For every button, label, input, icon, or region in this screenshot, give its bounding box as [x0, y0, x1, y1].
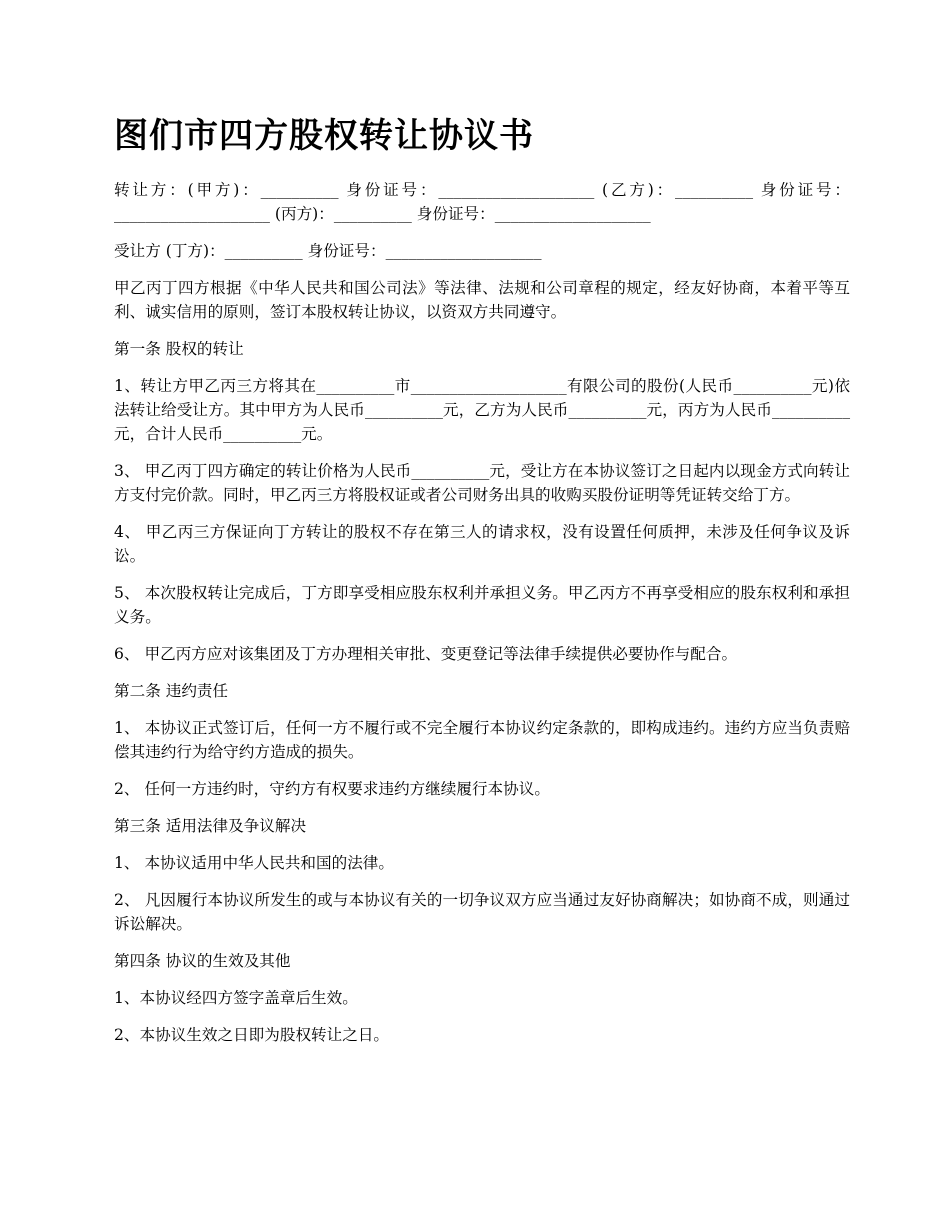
article-1-clause-6: 6、 甲乙丙方应对该集团及丁方办理相关审批、变更登记等法律手续提供必要协作与配合。: [114, 645, 738, 663]
document-title: 图们市四方股权转让协议书: [114, 116, 534, 156]
article-2-heading: 第二条 违约责任: [114, 682, 229, 700]
article-1-clause-3: 3、 甲乙丙丁四方确定的转让价格为人民币__________元，受让方在本协议签订之日起内以现金方式向转让方支付完价款。同时，甲乙丙三方将股权证或者公司财务出具的收购买股份证明等凭证转交给丁方。: [114, 462, 850, 504]
article-1-heading: 第一条 股权的转让: [114, 340, 244, 358]
transferee-party: 受让方 (丁方)：__________ 身份证号：____________________: [114, 242, 542, 260]
transferor-parties: 转让方：(甲方)：__________ 身份证号：____________________ (乙方)：__________ 身份证号：____________________ (丙方)：__________ 身份证号：____________________: [114, 181, 850, 223]
article-4-clause-2: 2、本协议生效之日即为股权转让之日。: [114, 1026, 390, 1044]
article-1-clause-4: 4、 甲乙丙三方保证向丁方转让的股权不存在第三人的请求权，没有设置任何质押，未涉及任何争议及诉讼。: [114, 523, 850, 565]
article-2-clause-2: 2、 任何一方违约时，守约方有权要求违约方继续履行本协议。: [114, 780, 550, 798]
article-3-clause-1: 1、 本协议适用中华人民共和国的法律。: [114, 854, 394, 872]
article-3-clause-2: 2、 凡因履行本协议所发生的或与本协议有关的一切争议双方应当通过友好协商解决；如协商不成，则通过诉讼解决。: [114, 891, 850, 933]
article-4-heading: 第四条 协议的生效及其他: [114, 952, 291, 970]
preamble: 甲乙丙丁四方根据《中华人民共和国公司法》等法律、法规和公司章程的规定，经友好协商，本着平等互利、诚实信用的原则，签订本股权转让协议，以资双方共同遵守。: [114, 279, 850, 321]
article-1-clause-1: 1、转让方甲乙丙三方将其在__________市____________________有限公司的股份(人民币__________元)依法转让给受让方。其中甲方为人民币__________元，乙方为人民币__________元，丙方为人民币__________元，合计人民币__________元。: [114, 377, 850, 443]
article-2-clause-1: 1、 本协议正式签订后，任何一方不履行或不完全履行本协议约定条款的，即构成违约。违约方应当负责赔偿其违约行为给守约方造成的损失。: [114, 719, 850, 761]
article-3-heading: 第三条 适用法律及争议解决: [114, 817, 307, 835]
article-4-clause-1: 1、本协议经四方签字盖章后生效。: [114, 989, 358, 1007]
article-1-clause-5: 5、 本次股权转让完成后，丁方即享受相应股东权利并承担义务。甲乙丙方不再享受相应的股东权利和承担义务。: [114, 584, 850, 626]
